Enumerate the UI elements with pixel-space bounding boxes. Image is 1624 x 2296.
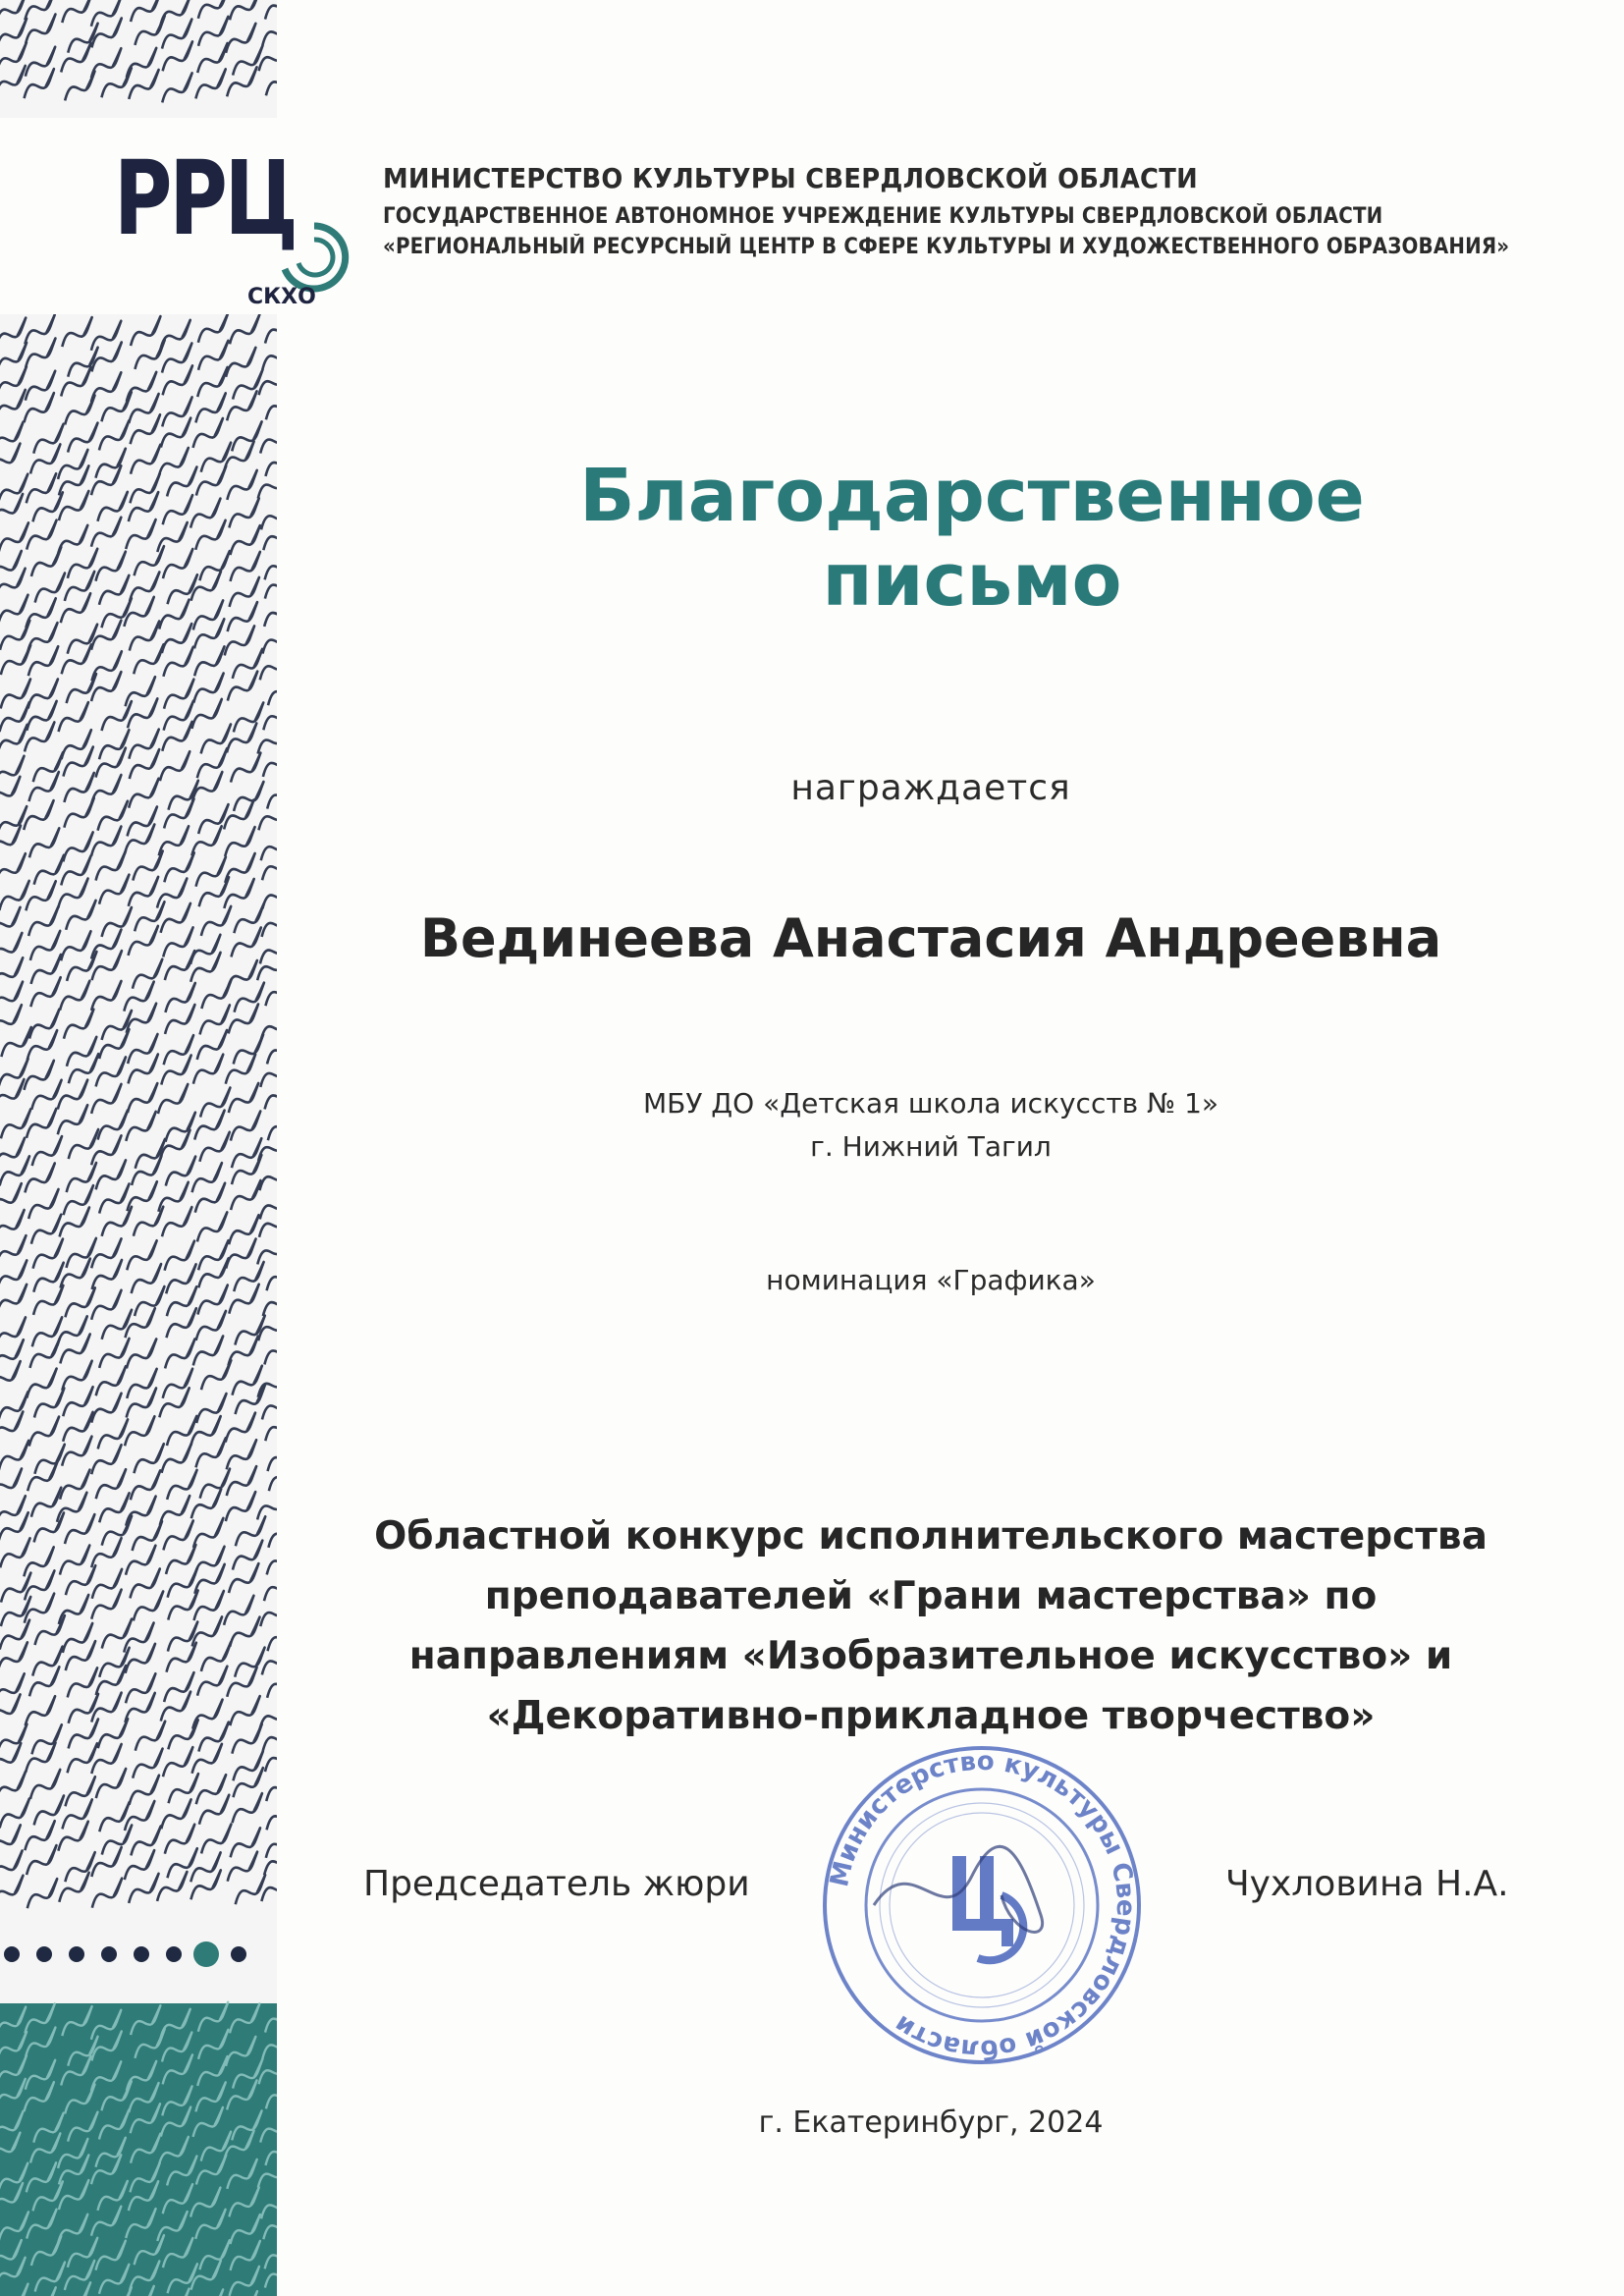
recipient-name: Вединеева Анастасия Андреевна: [419, 907, 1442, 969]
decorative-dot: [231, 1946, 246, 1962]
decorative-dot: [193, 1941, 219, 1967]
document-title: [324, 454, 1620, 623]
jury-chair-name: Чухловина Н.А.: [1225, 1864, 1509, 1904]
recipient-organization: [277, 1082, 1585, 1169]
contest-line-3: направлениям «Изобразительное искусство» и: [408, 1634, 1453, 1678]
decorative-dot: [69, 1946, 84, 1962]
decorative-dot: [4, 1946, 20, 1962]
logo: РРЦ: [114, 138, 296, 258]
decorative-dot: [101, 1946, 117, 1962]
contest-line-2: преподавателей «Грани мастерства» по: [484, 1574, 1378, 1618]
awarded-label: награждается: [790, 768, 1071, 808]
title-line-1: Благодарственное: [579, 454, 1365, 538]
issuer-header: [383, 162, 1624, 259]
title-line-2: письмо: [822, 538, 1122, 623]
official-stamp: [815, 1738, 1149, 2072]
institution-name: ГОСУДАРСТВЕННОЕ АВТОНОМНОЕ УЧРЕЖДЕНИЕ КУЛЬТУРЫ СВЕРДЛОВСКОЙ ОБЛАСТИ: [383, 204, 1383, 229]
stamp-emblem: [952, 1856, 1023, 1960]
contest-name: [277, 1506, 1585, 1746]
nomination: номинация «Графика»: [766, 1264, 1096, 1296]
decorative-dot: [36, 1946, 52, 1962]
organization-name: МБУ ДО «Детская школа искусств № 1»: [642, 1087, 1219, 1120]
signature-role: Председатель жюри: [363, 1864, 750, 1904]
calligraphy-pattern: [0, 0, 277, 2296]
ministry-name: МИНИСТЕРСТВО КУЛЬТУРЫ СВЕРДЛОВСКОЙ ОБЛАСТИ: [383, 162, 1198, 194]
decorative-dot: [166, 1946, 182, 1962]
organization-city: г. Нижний Тагил: [810, 1130, 1052, 1163]
stamp-text: Министерство культуры Свердловской области: [825, 1746, 1141, 2064]
institution-full-name: «РЕГИОНАЛЬНЫЙ РЕСУРСНЫЙ ЦЕНТР В СФЕРЕ КУЛЬТУРЫ И ХУДОЖЕСТВЕННОГО ОБРАЗОВАНИЯ»: [383, 235, 1510, 259]
contest-line-4: «Декоративно-прикладное творчество»: [486, 1694, 1376, 1738]
decorative-dot: [134, 1946, 149, 1962]
logo-subtext: СКХО: [247, 285, 316, 309]
contest-line-1: Областной конкурс исполнительского мастерства: [374, 1514, 1488, 1558]
city-year: г. Екатеринбург, 2024: [758, 2105, 1104, 2140]
decorative-strip: [0, 0, 277, 2296]
